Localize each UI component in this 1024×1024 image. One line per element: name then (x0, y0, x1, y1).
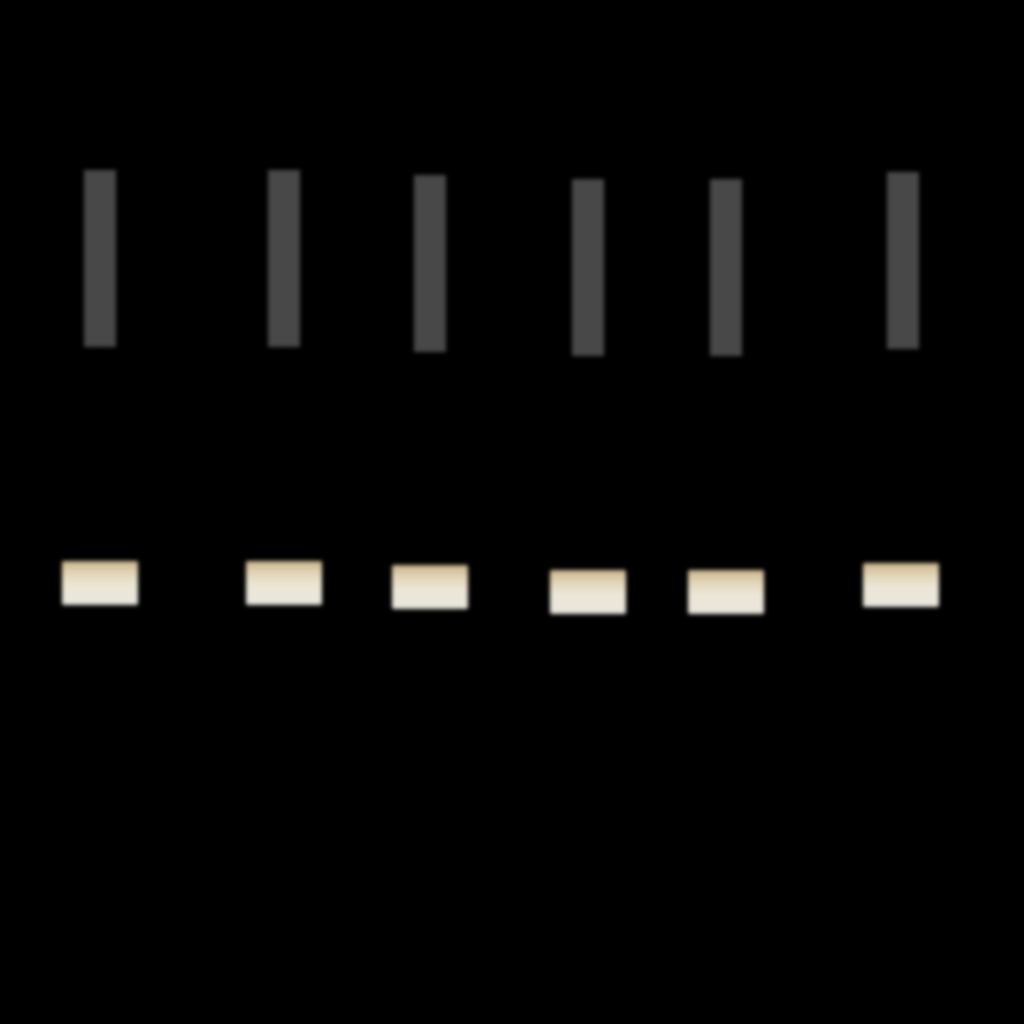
vertical-bar-3 (414, 175, 446, 352)
cream-tab-2 (246, 561, 322, 605)
cream-tab-1 (62, 561, 138, 605)
cream-tab-4 (550, 570, 626, 614)
vertical-bar-1 (84, 170, 116, 347)
vertical-bar-2 (268, 170, 300, 347)
vertical-bar-5 (710, 179, 742, 356)
cream-tab-5 (688, 570, 764, 614)
vertical-bar-4 (572, 179, 604, 356)
cream-tab-3 (392, 565, 468, 609)
vertical-bar-6 (887, 172, 919, 349)
cream-tab-6 (863, 563, 939, 607)
